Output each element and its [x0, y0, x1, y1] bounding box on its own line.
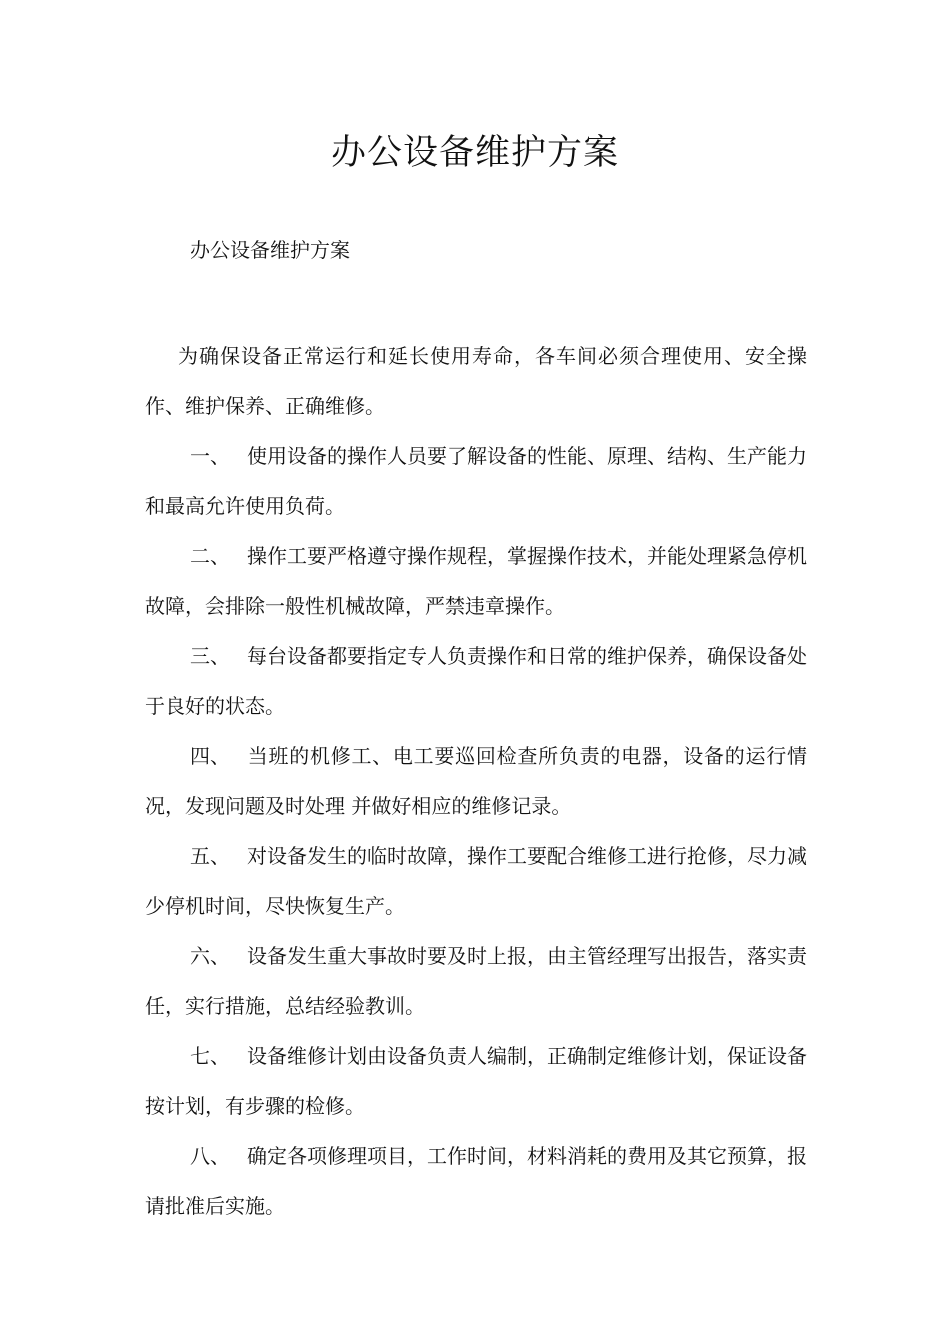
document-title: 办公设备维护方案: [330, 133, 619, 173]
list-item: [145, 931, 807, 1031]
list-item: [145, 531, 807, 631]
list-item: [145, 731, 807, 831]
list-item-text: 每台设备都要指定专人负责操作和日常的维护保养，确保设备处于良好的状态。: [145, 644, 807, 718]
list-item-text: 确定各项修理项目，工作时间，材料消耗的费用及其它预算，报请批准后实施。: [145, 1144, 807, 1218]
list-item-number: 四、: [190, 744, 230, 768]
document-body: [145, 331, 807, 1231]
intro-paragraph: 为确保设备正常运行和延长使用寿命，各车间必须合理使用、安全操作、维护保养、正确维修。: [145, 344, 807, 418]
list-item-text: 设备发生重大事故时要及时上报，由主管经理写出报告，落实责任，实行措施，总结经验教训。: [145, 944, 807, 1018]
list-item: [145, 631, 807, 731]
list-item: [145, 431, 807, 531]
list-item-number: 七、: [190, 1044, 230, 1068]
list-item: [145, 831, 807, 931]
list-item-number: 六、: [190, 944, 230, 968]
list-item: [145, 1031, 807, 1131]
list-item-number: 五、: [190, 844, 230, 868]
list-item-text: 对设备发生的临时故障，操作工要配合维修工进行抢修，尽力减少停机时间，尽快恢复生产。: [145, 844, 807, 918]
list-item-text: 当班的机修工、电工要巡回检查所负责的电器，设备的运行情况，发现问题及时处理 并做好相应的维修记录。: [145, 744, 807, 818]
list-item-text: 使用设备的操作人员要了解设备的性能、原理、结构、生产能力和最高允许使用负荷。: [145, 444, 807, 518]
list-item-text: 操作工要严格遵守操作规程，掌握操作技术，并能处理紧急停机故障，会排除一般性机械故障，严禁违章操作。: [145, 544, 807, 618]
document-subtitle: 办公设备维护方案: [190, 238, 350, 262]
list-item-text: 设备维修计划由设备负责人编制，正确制定维修计划，保证设备按计划，有步骤的检修。: [145, 1044, 807, 1118]
list-item-number: 八、: [190, 1144, 230, 1168]
list-item-number: 三、: [190, 644, 230, 668]
list-item-number: 二、: [190, 544, 230, 568]
list-item-number: 一、: [190, 444, 230, 468]
list-item: [145, 1131, 807, 1231]
